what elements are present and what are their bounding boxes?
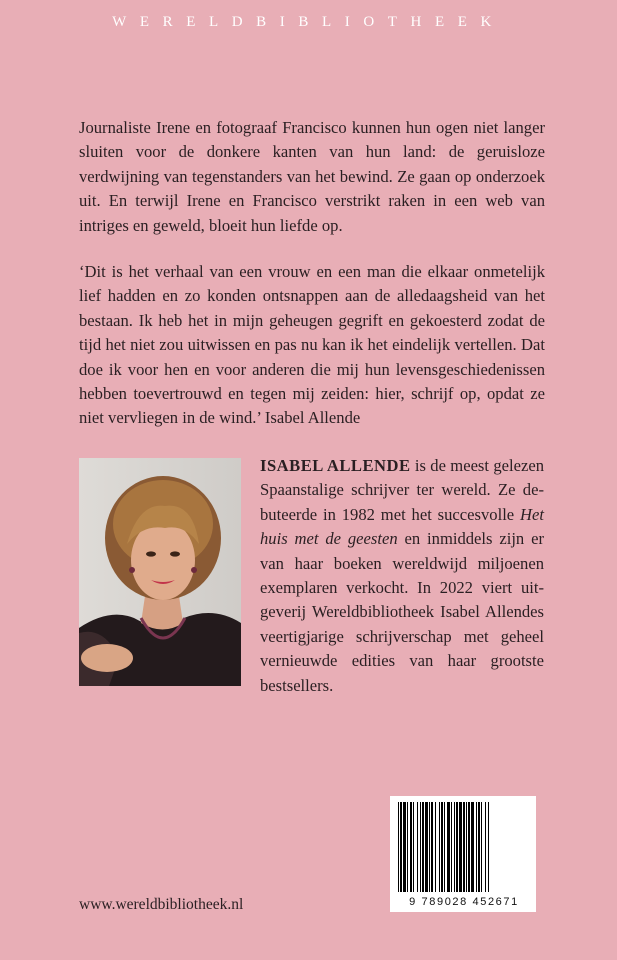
barcode-bar xyxy=(471,802,474,892)
barcode-bar xyxy=(488,802,489,892)
blurb-text: Journaliste Irene en fotograaf Francisco kunnen hun ogen niet langer sluiten voor de donkere kanten van hun land: de geruisloze verdwijning van tegenstanders van het bewind. Ze gaan op onderzoek uit. En terwijl Irene en Francisco verstrikt raken in een web van intriges en geweld, bloeit hun liefde op. xyxy=(79,118,545,235)
barcode-bar xyxy=(478,802,480,892)
barcode-bar xyxy=(485,802,486,892)
author-photo xyxy=(79,458,241,686)
barcode-bar xyxy=(447,802,450,892)
barcode-bar xyxy=(441,802,443,892)
barcode-bar xyxy=(444,802,445,892)
barcode-bar xyxy=(417,802,418,892)
author-bio xyxy=(260,454,544,698)
barcode-bar xyxy=(459,802,462,892)
barcode-bar xyxy=(400,802,402,892)
barcode-bar xyxy=(435,802,436,892)
barcode-bar xyxy=(410,802,412,892)
isbn-barcode xyxy=(390,796,536,912)
barcode-bar xyxy=(476,802,477,892)
book-title: Het huis met de geesten xyxy=(260,504,544,549)
isbn-number: 9 789028 452671 xyxy=(409,896,519,908)
barcode-bar xyxy=(463,802,465,892)
barcode-bar xyxy=(420,802,421,892)
barcode-bar xyxy=(481,802,482,892)
barcode-bar xyxy=(456,802,458,892)
barcode-bar xyxy=(466,802,467,892)
barcode-bar xyxy=(398,802,399,892)
website-url: www.wereldbibliotheek.nl xyxy=(79,896,244,913)
barcode-bars xyxy=(390,796,536,896)
barcode-bar xyxy=(451,802,452,892)
barcode-bar xyxy=(454,802,455,892)
barcode-bar xyxy=(429,802,430,892)
barcode-bar xyxy=(431,802,433,892)
barcode-bar xyxy=(425,802,428,892)
barcode-bar xyxy=(468,802,470,892)
author-name: ISABEL ALLENDE xyxy=(260,456,411,475)
barcode-bar xyxy=(407,802,408,892)
bio-text-part1: is de meest gelezen Spaanstalige schrijver ter wereld. Ze debuteerde in 1982 met het succesvolle xyxy=(260,456,544,524)
barcode-bar xyxy=(413,802,414,892)
bio-text-part2: en inmiddels zijn er van haar boeken wereldwijd miljoenen exemplaren verkocht. In 2022 viert uitgeverij Wereldbibliotheek Isabel Allendes veertigjarige schrijverschap met geheel vernieuwde edities van haar grootste bestsellers. xyxy=(260,529,544,695)
barcode-bar xyxy=(439,802,440,892)
author-quote: ‘Dit is het verhaal van een vrouw en een man die elkaar onmetelijk lief hadden en zo konden ontsnappen aan de alledaagsheid van het bestaan. Ik heb het in mijn geheugen gegrift en gekoesterd zodat de tijd het niet zou uitwissen en pas nu kan ik het eindelijk vertellen. Dat doe ik voor hen en voor anderen die mij hun levensgeschiedenissen hebben toevertrouwd en tegen mij zeiden: hier, schrijf op, opdat ze niet vervliegen in de wind.’ Isabel Allende xyxy=(79,262,545,428)
barcode-bar xyxy=(422,802,424,892)
barcode-bar xyxy=(403,802,406,892)
publisher-name: WERELDBIBLIOTHEEK xyxy=(112,14,505,30)
